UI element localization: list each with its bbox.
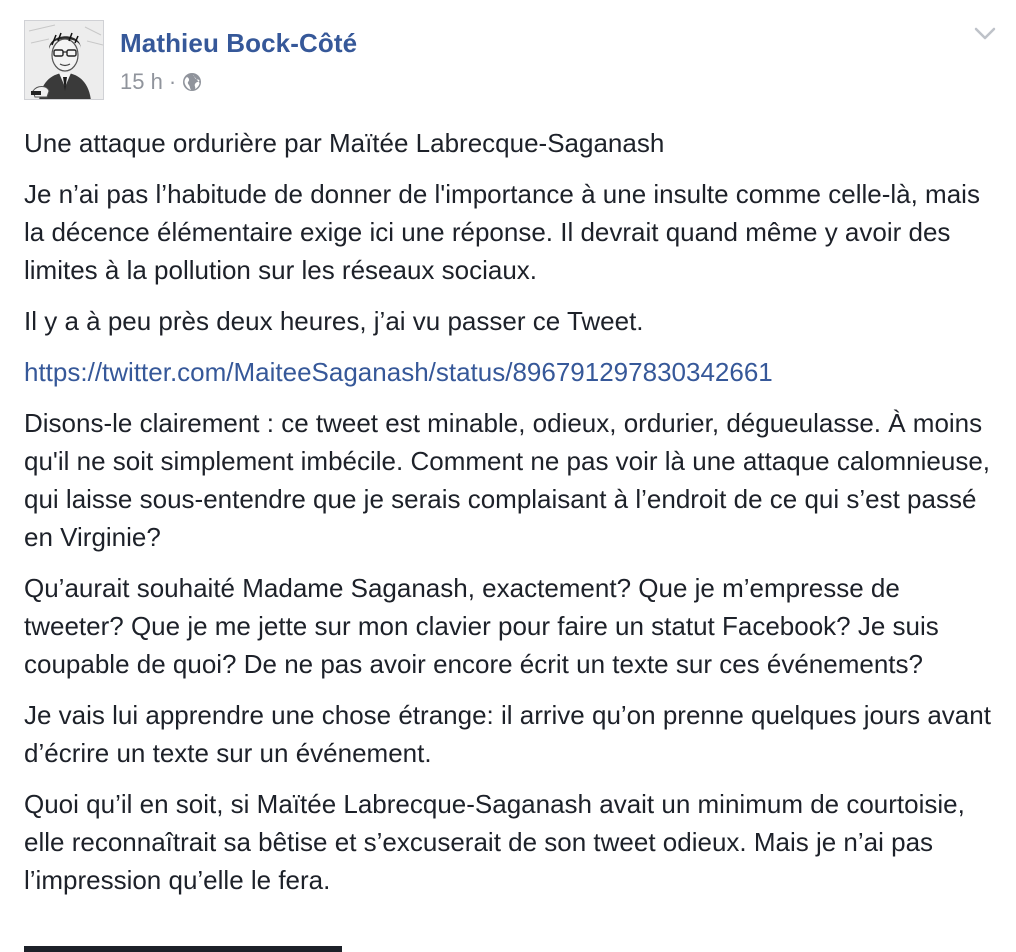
author-name[interactable]: Mathieu Bock-Côté (120, 28, 358, 58)
tweet-link[interactable]: https://twitter.com/MaiteeSaganash/status/896791297830342661 (24, 357, 773, 387)
post-body (24, 124, 994, 912)
post-paragraph: Je n’ai pas l’habitude de donner de l'importance à une insulte comme celle-là, mais la décence élémentaire exige ici une réponse. Il devrait quand même y avoir des limites à la pollution sur les réseaux sociaux. (24, 179, 980, 285)
post-timestamp[interactable]: 15 h (120, 69, 163, 94)
bottom-edge-divider (24, 946, 342, 952)
meta-separator: · (168, 69, 177, 94)
profile-photo (25, 21, 104, 100)
post-header (24, 20, 984, 102)
post-meta (120, 69, 202, 95)
post-paragraph-title: Une attaque ordurière par Maïtée Labrecque-Saganash (24, 128, 665, 158)
post-paragraph: Quoi qu’il en soit, si Maïtée Labrecque-Saganash avait un minimum de courtoisie, elle reconnaîtrait sa bêtise et s’excuserait de son tweet odieux. Mais je n’ai pas l’impression qu’elle le fera. (24, 789, 965, 895)
post-paragraph: Disons-le clairement : ce tweet est minable, odieux, ordurier, dégueulasse. À moins qu'il ne soit simplement imbécile. Comment ne pas voir là une attaque calomnieuse, qui laisse sous-entendre que je serais complaisant à l’endroit de ce qui s’est passé en Virginie? (24, 408, 991, 552)
post-paragraph: Il y a à peu près deux heures, j’ai vu passer ce Tweet. (24, 306, 644, 336)
chevron-down-icon[interactable] (974, 26, 996, 42)
globe-icon[interactable] (182, 72, 202, 92)
tweet-link-paragraph (24, 353, 994, 391)
author-avatar[interactable] (24, 20, 104, 100)
post-paragraph: Qu’aurait souhaité Madame Saganash, exactement? Que je m’empresse de tweeter? Que je me jette sur mon clavier pour faire un statut Facebook? Je suis coupable de quoi? De ne pas avoir encore écrit un texte sur ces événements? (24, 573, 939, 679)
post-paragraph: Je vais lui apprendre une chose étrange: il arrive qu’on prenne quelques jours avant d’écrire un texte sur un événement. (24, 700, 991, 768)
